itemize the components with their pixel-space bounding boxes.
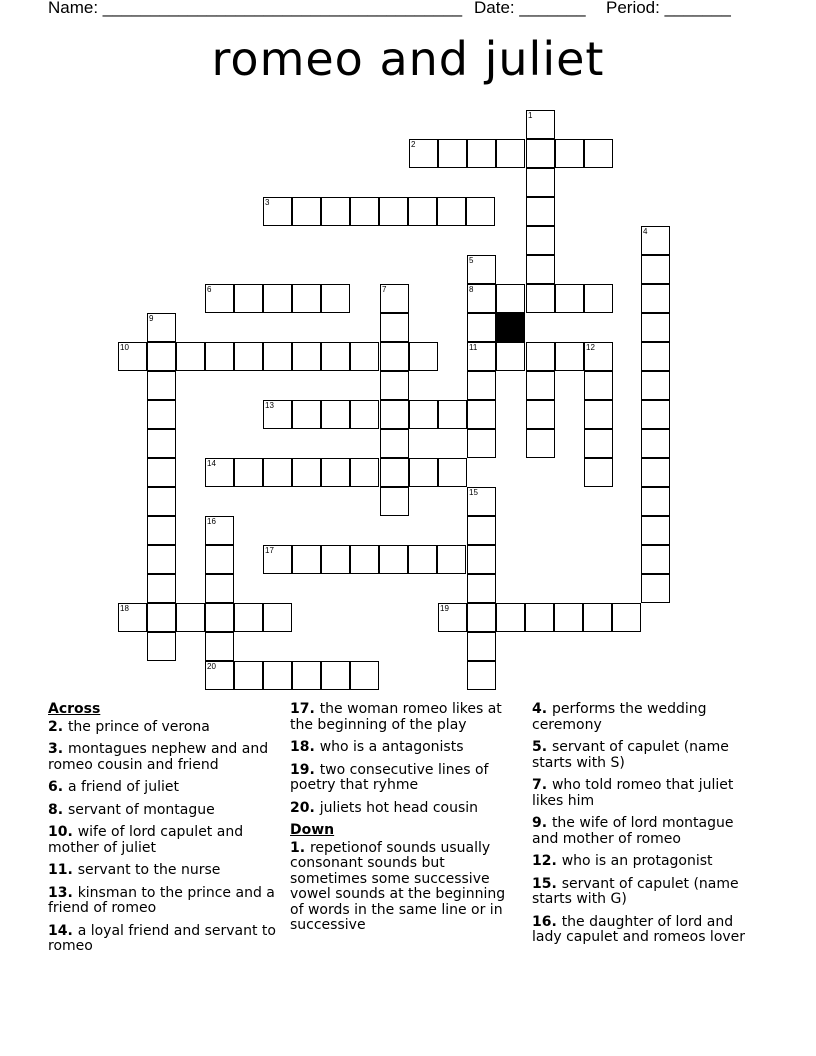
clue-number: 14 [207, 459, 216, 468]
name-field[interactable]: Name: ______________________________________ [48, 0, 463, 17]
grid-cell[interactable] [641, 458, 670, 487]
grid-cell[interactable] [641, 342, 670, 371]
grid-cell[interactable] [147, 429, 176, 458]
clue-item [48, 780, 276, 796]
clue-number: 10 [120, 343, 129, 352]
grid-cell[interactable] [380, 313, 409, 342]
grid-cell[interactable] [555, 284, 584, 313]
clue-item-number: 8. [48, 801, 68, 818]
grid-cell[interactable] [554, 603, 583, 632]
clue-item-text: servant of capulet (name starts with S) [532, 739, 729, 771]
grid-cell-5[interactable] [467, 255, 496, 284]
clue-item [48, 886, 276, 917]
grid-cell[interactable] [147, 371, 176, 400]
clue-number: 4 [643, 227, 648, 236]
clue-item-text: juliets hot head cousin [319, 799, 479, 816]
grid-cell[interactable] [466, 197, 495, 226]
grid-cell-14[interactable] [205, 458, 234, 487]
grid-cell[interactable] [147, 603, 176, 632]
grid-cell[interactable] [438, 139, 467, 168]
clue-item [290, 740, 522, 756]
clue-number: 12 [586, 343, 595, 352]
clue-number: 17 [265, 546, 274, 555]
grid-cell[interactable] [147, 487, 176, 516]
grid-cell[interactable] [496, 139, 525, 168]
clue-item [532, 740, 764, 771]
grid-cell[interactable] [641, 429, 670, 458]
grid-cell-8[interactable] [467, 284, 496, 313]
clue-item [290, 763, 522, 794]
clue-item-number: 11. [48, 862, 78, 878]
clue-item-text: servant of capulet (name starts with G) [532, 875, 739, 907]
clue-item-text: who told romeo that juliet likes him [532, 777, 734, 809]
grid-cell-13[interactable] [263, 400, 292, 429]
grid-cell[interactable] [526, 371, 555, 400]
grid-cell[interactable] [234, 284, 263, 313]
grid-cell[interactable] [584, 429, 613, 458]
clue-item-number: 5. [532, 739, 552, 755]
grid-cell-20[interactable] [205, 661, 234, 690]
date-field[interactable]: Date: _______ [474, 0, 586, 17]
grid-cell[interactable] [321, 400, 350, 429]
grid-cell[interactable] [584, 284, 613, 313]
grid-cell[interactable] [263, 284, 292, 313]
clue-item [48, 863, 276, 879]
grid-cell[interactable] [147, 400, 176, 429]
grid-cell[interactable] [526, 342, 555, 371]
grid-cell[interactable] [438, 458, 467, 487]
clue-item [532, 877, 764, 908]
grid-cell[interactable] [409, 342, 438, 371]
grid-cell[interactable] [641, 371, 670, 400]
grid-cell[interactable] [467, 574, 496, 603]
clue-item-text: kinsman to the prince and a friend of romeo [48, 884, 275, 916]
clue-item [532, 854, 764, 870]
clue-item-text: the woman romeo likes at the beginning of the play [290, 701, 502, 733]
grid-cell[interactable] [263, 661, 292, 690]
clue-number: 2 [411, 140, 416, 149]
grid-cell[interactable] [555, 139, 584, 168]
clue-number: 9 [149, 314, 154, 323]
grid-cell[interactable] [525, 603, 554, 632]
across-heading: Across [48, 701, 101, 717]
clue-item [48, 803, 276, 819]
grid-cell[interactable] [321, 284, 350, 313]
grid-cell-12[interactable] [584, 342, 613, 371]
grid-cell[interactable] [526, 284, 555, 313]
grid-cell[interactable] [641, 313, 670, 342]
grid-cell[interactable] [147, 458, 176, 487]
grid-cell[interactable] [321, 458, 350, 487]
clue-item-number: 12. [532, 853, 562, 869]
grid-cell-3[interactable] [263, 197, 292, 226]
grid-cell[interactable] [584, 371, 613, 400]
grid-cell[interactable] [380, 429, 409, 458]
grid-cell[interactable] [496, 342, 525, 371]
grid-cell[interactable] [350, 197, 379, 226]
grid-cell[interactable] [234, 458, 263, 487]
grid-cell[interactable] [379, 545, 408, 574]
clue-item-number: 3. [48, 741, 68, 757]
grid-cell[interactable] [292, 458, 321, 487]
clue-item [48, 720, 276, 736]
clue-number: 8 [469, 285, 474, 294]
grid-cell[interactable] [641, 516, 670, 545]
grid-cell[interactable] [437, 545, 466, 574]
grid-cell[interactable] [292, 342, 321, 371]
grid-cell[interactable] [467, 545, 496, 574]
clue-item-text: the daughter of lord and lady capulet and romeos lover [532, 913, 746, 945]
clue-item-number: 9. [532, 815, 552, 831]
grid-cell-15[interactable] [467, 487, 496, 516]
clues-column-1 [48, 702, 276, 962]
grid-cell-16[interactable] [205, 516, 234, 545]
grid-cell[interactable] [380, 342, 409, 371]
page-title: romeo and juliet [211, 32, 605, 86]
clue-item-number: 6. [48, 779, 68, 795]
grid-cell-7[interactable] [380, 284, 409, 313]
grid-cell[interactable] [409, 400, 438, 429]
clue-number: 13 [265, 401, 274, 410]
clue-item-text: montagues nephew and and romeo cousin and friend [48, 741, 269, 773]
clue-item-number: 1. [290, 839, 310, 856]
clue-item-number: 20. [290, 799, 320, 816]
grid-cell[interactable] [584, 458, 613, 487]
clues-column-3 [532, 702, 764, 953]
grid-cell[interactable] [205, 342, 234, 371]
grid-cell[interactable] [496, 603, 525, 632]
grid-cell[interactable] [380, 458, 409, 487]
clue-number: 6 [207, 285, 212, 294]
period-field[interactable]: Period: _______ [606, 0, 731, 17]
clue-number: 18 [120, 604, 129, 613]
grid-cell[interactable] [321, 545, 350, 574]
grid-cell[interactable] [292, 400, 321, 429]
grid-cell[interactable] [408, 197, 437, 226]
grid-cell[interactable] [263, 458, 292, 487]
grid-cell[interactable] [350, 545, 379, 574]
grid-cell[interactable] [321, 197, 350, 226]
grid-cell[interactable] [350, 661, 379, 690]
grid-cell[interactable] [467, 516, 496, 545]
grid-cell[interactable] [526, 168, 555, 197]
grid-cell[interactable] [467, 661, 496, 690]
grid-cell-17[interactable] [263, 545, 292, 574]
clue-item-text: who is an protagonist [561, 853, 713, 869]
clue-item-number: 14. [48, 922, 78, 939]
down-heading: Down [290, 822, 335, 838]
grid-cell[interactable] [408, 545, 437, 574]
grid-cell[interactable] [467, 371, 496, 400]
grid-cell[interactable] [292, 545, 321, 574]
grid-cell[interactable] [467, 603, 496, 632]
grid-cell[interactable] [350, 458, 379, 487]
grid-cell[interactable] [583, 603, 612, 632]
grid-cell-19[interactable] [438, 603, 467, 632]
grid-cell[interactable] [147, 574, 176, 603]
grid-cell[interactable] [292, 197, 321, 226]
grid-cell[interactable] [292, 284, 321, 313]
clues-column-2 [290, 702, 522, 941]
clue-item-number: 15. [532, 875, 562, 892]
grid-cell-2[interactable] [409, 139, 438, 168]
grid-cell[interactable] [496, 284, 525, 313]
clue-item-text: servant of montague [67, 801, 215, 818]
grid-cell[interactable] [437, 197, 466, 226]
clue-item-number: 17. [290, 701, 320, 717]
clue-item [532, 778, 764, 809]
grid-cell[interactable] [526, 226, 555, 255]
grid-cell[interactable] [584, 400, 613, 429]
grid-cell[interactable] [526, 255, 555, 284]
black-square [496, 313, 525, 342]
grid-cell[interactable] [379, 197, 408, 226]
grid-cell[interactable] [641, 400, 670, 429]
grid-cell[interactable] [321, 342, 350, 371]
clue-item-number: 10. [48, 824, 78, 840]
clue-item-number: 18. [290, 739, 320, 755]
clue-item-number: 2. [48, 718, 68, 735]
grid-cell[interactable] [147, 516, 176, 545]
grid-cell[interactable] [641, 255, 670, 284]
clue-number: 1 [528, 111, 533, 120]
grid-cell[interactable] [321, 661, 350, 690]
grid-cell[interactable] [147, 342, 176, 371]
clue-item-text: repetionof sounds usually consonant sounds but sometimes some successive vowel sounds at the beginning of words in the same line or in successive [290, 839, 506, 933]
grid-cell-11[interactable] [467, 342, 496, 371]
grid-cell-9[interactable] [147, 313, 176, 342]
grid-cell[interactable] [234, 342, 263, 371]
grid-cell[interactable] [467, 313, 496, 342]
clue-item [532, 816, 764, 847]
grid-cell[interactable] [147, 632, 176, 661]
grid-cell[interactable] [263, 603, 292, 632]
clue-item-text: wife of lord capulet and mother of juliet [48, 824, 244, 856]
grid-cell-1[interactable] [526, 110, 555, 139]
clue-item-text: a loyal friend and servant to romeo [48, 922, 276, 954]
grid-cell[interactable] [147, 545, 176, 574]
grid-cell[interactable] [234, 661, 263, 690]
clue-item-text: who is a antagonists [319, 739, 464, 755]
grid-cell[interactable] [641, 487, 670, 516]
clue-item-text: servant to the nurse [77, 862, 221, 878]
clue-item [48, 924, 276, 955]
clue-item-number: 16. [532, 913, 562, 930]
grid-cell-10[interactable] [118, 342, 147, 371]
clue-number: 20 [207, 662, 216, 671]
clue-number: 19 [440, 604, 449, 613]
clue-item-number: 19. [290, 761, 320, 778]
grid-cell[interactable] [467, 139, 496, 168]
grid-cell[interactable] [641, 284, 670, 313]
clue-item-number: 13. [48, 884, 78, 901]
clue-item-number: 7. [532, 777, 552, 793]
grid-cell[interactable] [612, 603, 641, 632]
grid-cell[interactable] [234, 603, 263, 632]
grid-cell[interactable] [438, 400, 467, 429]
clue-item [532, 915, 764, 946]
clue-item [532, 702, 764, 733]
clue-item-text: the wife of lord montague and mother of romeo [532, 815, 734, 847]
grid-cell-6[interactable] [205, 284, 234, 313]
clue-item [290, 801, 522, 817]
clue-number: 16 [207, 517, 216, 526]
grid-cell[interactable] [350, 400, 379, 429]
clue-item-text: performs the wedding ceremony [532, 701, 707, 733]
clue-item-text: a friend of juliet [67, 779, 179, 795]
grid-cell[interactable] [467, 632, 496, 661]
clue-item-number: 4. [532, 701, 552, 717]
clue-item [290, 702, 522, 733]
grid-cell[interactable] [641, 545, 670, 574]
grid-cell[interactable] [380, 400, 409, 429]
grid-cell[interactable] [205, 574, 234, 603]
grid-cell[interactable] [380, 487, 409, 516]
grid-cell[interactable] [380, 371, 409, 400]
grid-cell[interactable] [176, 342, 205, 371]
grid-cell[interactable] [526, 139, 555, 168]
grid-cell[interactable] [526, 400, 555, 429]
grid-cell-4[interactable] [641, 226, 670, 255]
clue-item-text: the prince of verona [67, 718, 210, 735]
clue-item [290, 841, 522, 934]
clue-number: 7 [382, 285, 387, 294]
grid-cell[interactable] [555, 342, 584, 371]
grid-cell[interactable] [641, 574, 670, 603]
grid-cell[interactable] [350, 342, 379, 371]
grid-cell[interactable] [205, 603, 234, 632]
grid-cell[interactable] [526, 429, 555, 458]
clue-item [48, 742, 276, 773]
clue-number: 15 [469, 488, 478, 497]
clue-number: 11 [469, 343, 478, 352]
grid-cell[interactable] [263, 342, 292, 371]
grid-cell[interactable] [409, 458, 438, 487]
grid-cell[interactable] [467, 429, 496, 458]
grid-cell[interactable] [205, 632, 234, 661]
grid-cell[interactable] [205, 545, 234, 574]
grid-cell-18[interactable] [118, 603, 147, 632]
clue-item-text: two consecutive lines of poetry that ryhme [290, 761, 489, 793]
grid-cell[interactable] [584, 139, 613, 168]
clue-number: 3 [265, 198, 270, 207]
grid-cell[interactable] [467, 400, 496, 429]
clue-number: 5 [469, 256, 474, 265]
grid-cell[interactable] [292, 661, 321, 690]
grid-cell[interactable] [526, 197, 555, 226]
grid-cell[interactable] [176, 603, 205, 632]
clue-item [48, 825, 276, 856]
